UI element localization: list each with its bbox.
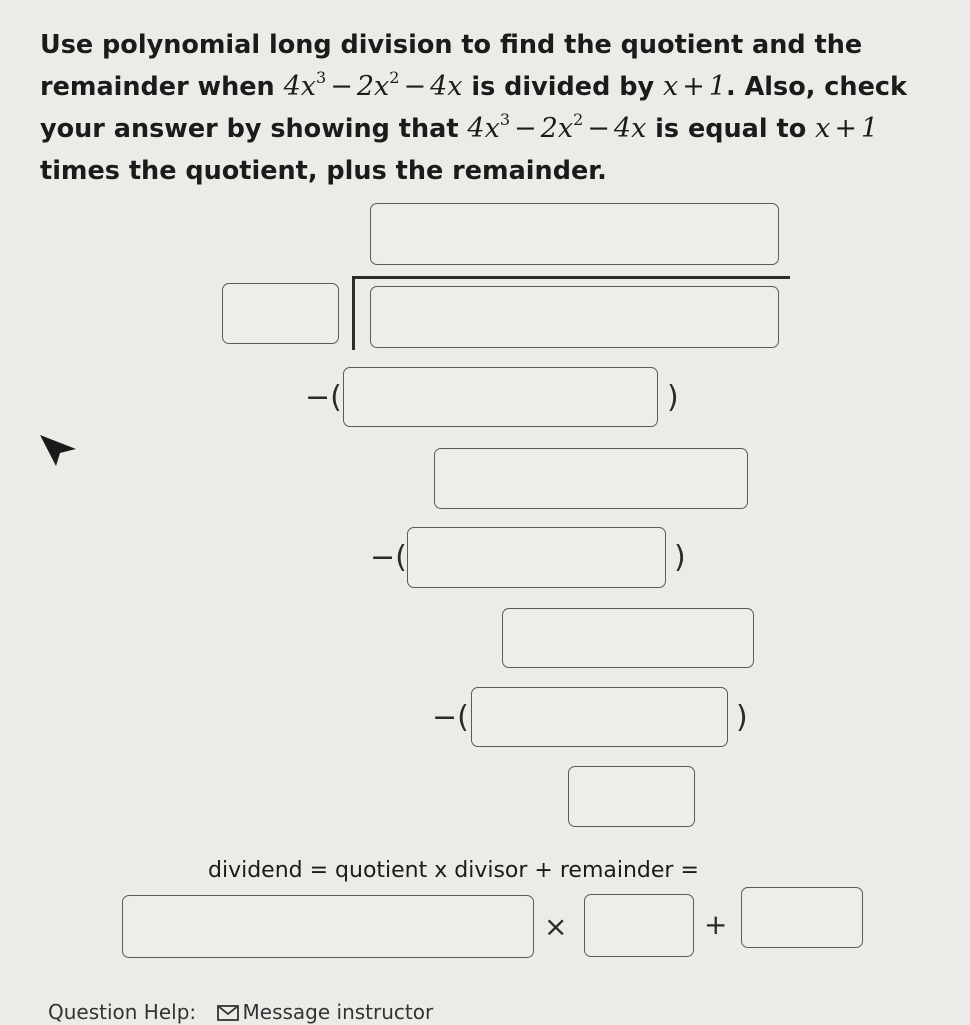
minus-paren-2: −( [370,540,407,575]
remainder-input-2[interactable] [502,608,754,668]
divisor-expression: x + 1 [662,71,726,102]
dividend-expression: $4x^3 - 2x^2 - 4x$ [283,68,463,102]
check-remainder-input[interactable] [741,887,863,948]
subtract-input-2[interactable] [407,527,666,588]
remainder-input-1[interactable] [434,448,748,509]
check-divisor-input[interactable] [584,894,694,957]
subtract-input-1[interactable] [343,367,658,427]
prompt-text-2: is divided by [462,72,663,102]
times-symbol: × [544,910,568,943]
check-quotient-input[interactable] [122,895,534,958]
question-prompt [40,24,955,192]
minus-paren-3: −( [432,700,469,735]
dividend-input[interactable] [370,286,779,348]
final-remainder-input[interactable] [568,766,695,827]
prompt-text-5: times the quotient, plus the remainder. [40,156,607,186]
mail-icon [217,1005,239,1021]
cursor-arrow-icon [38,433,80,469]
message-instructor-label: Message instructor [242,1000,434,1024]
prompt-text-4: is equal to [646,114,816,144]
question-help-bar [48,1000,433,1024]
prompt-text-1: Use polynomial long division to find the quotient and the remainder when [40,30,863,102]
division-bracket [352,276,355,350]
check-equation-label: dividend = quotient x divisor + remainder = [208,858,699,883]
subtract-input-3[interactable] [471,687,728,747]
question-help-label: Question Help: [48,1000,197,1024]
divisor-expression-repeat: x + 1 [815,113,879,144]
quotient-input[interactable] [370,203,779,265]
minus-paren-1: −( [305,380,342,415]
close-paren-1: ) [667,380,679,415]
dividend-expression-repeat: $4x^3 - 2x^2 - 4x$ [467,110,647,144]
close-paren-2: ) [674,540,686,575]
division-bar [354,276,790,279]
close-paren-3: ) [736,700,748,735]
plus-symbol: + [704,908,728,941]
message-instructor-link[interactable] [217,1000,434,1024]
prompt-text-3: . Also, check your answer by showing that [40,72,907,144]
divisor-input[interactable] [222,283,339,344]
